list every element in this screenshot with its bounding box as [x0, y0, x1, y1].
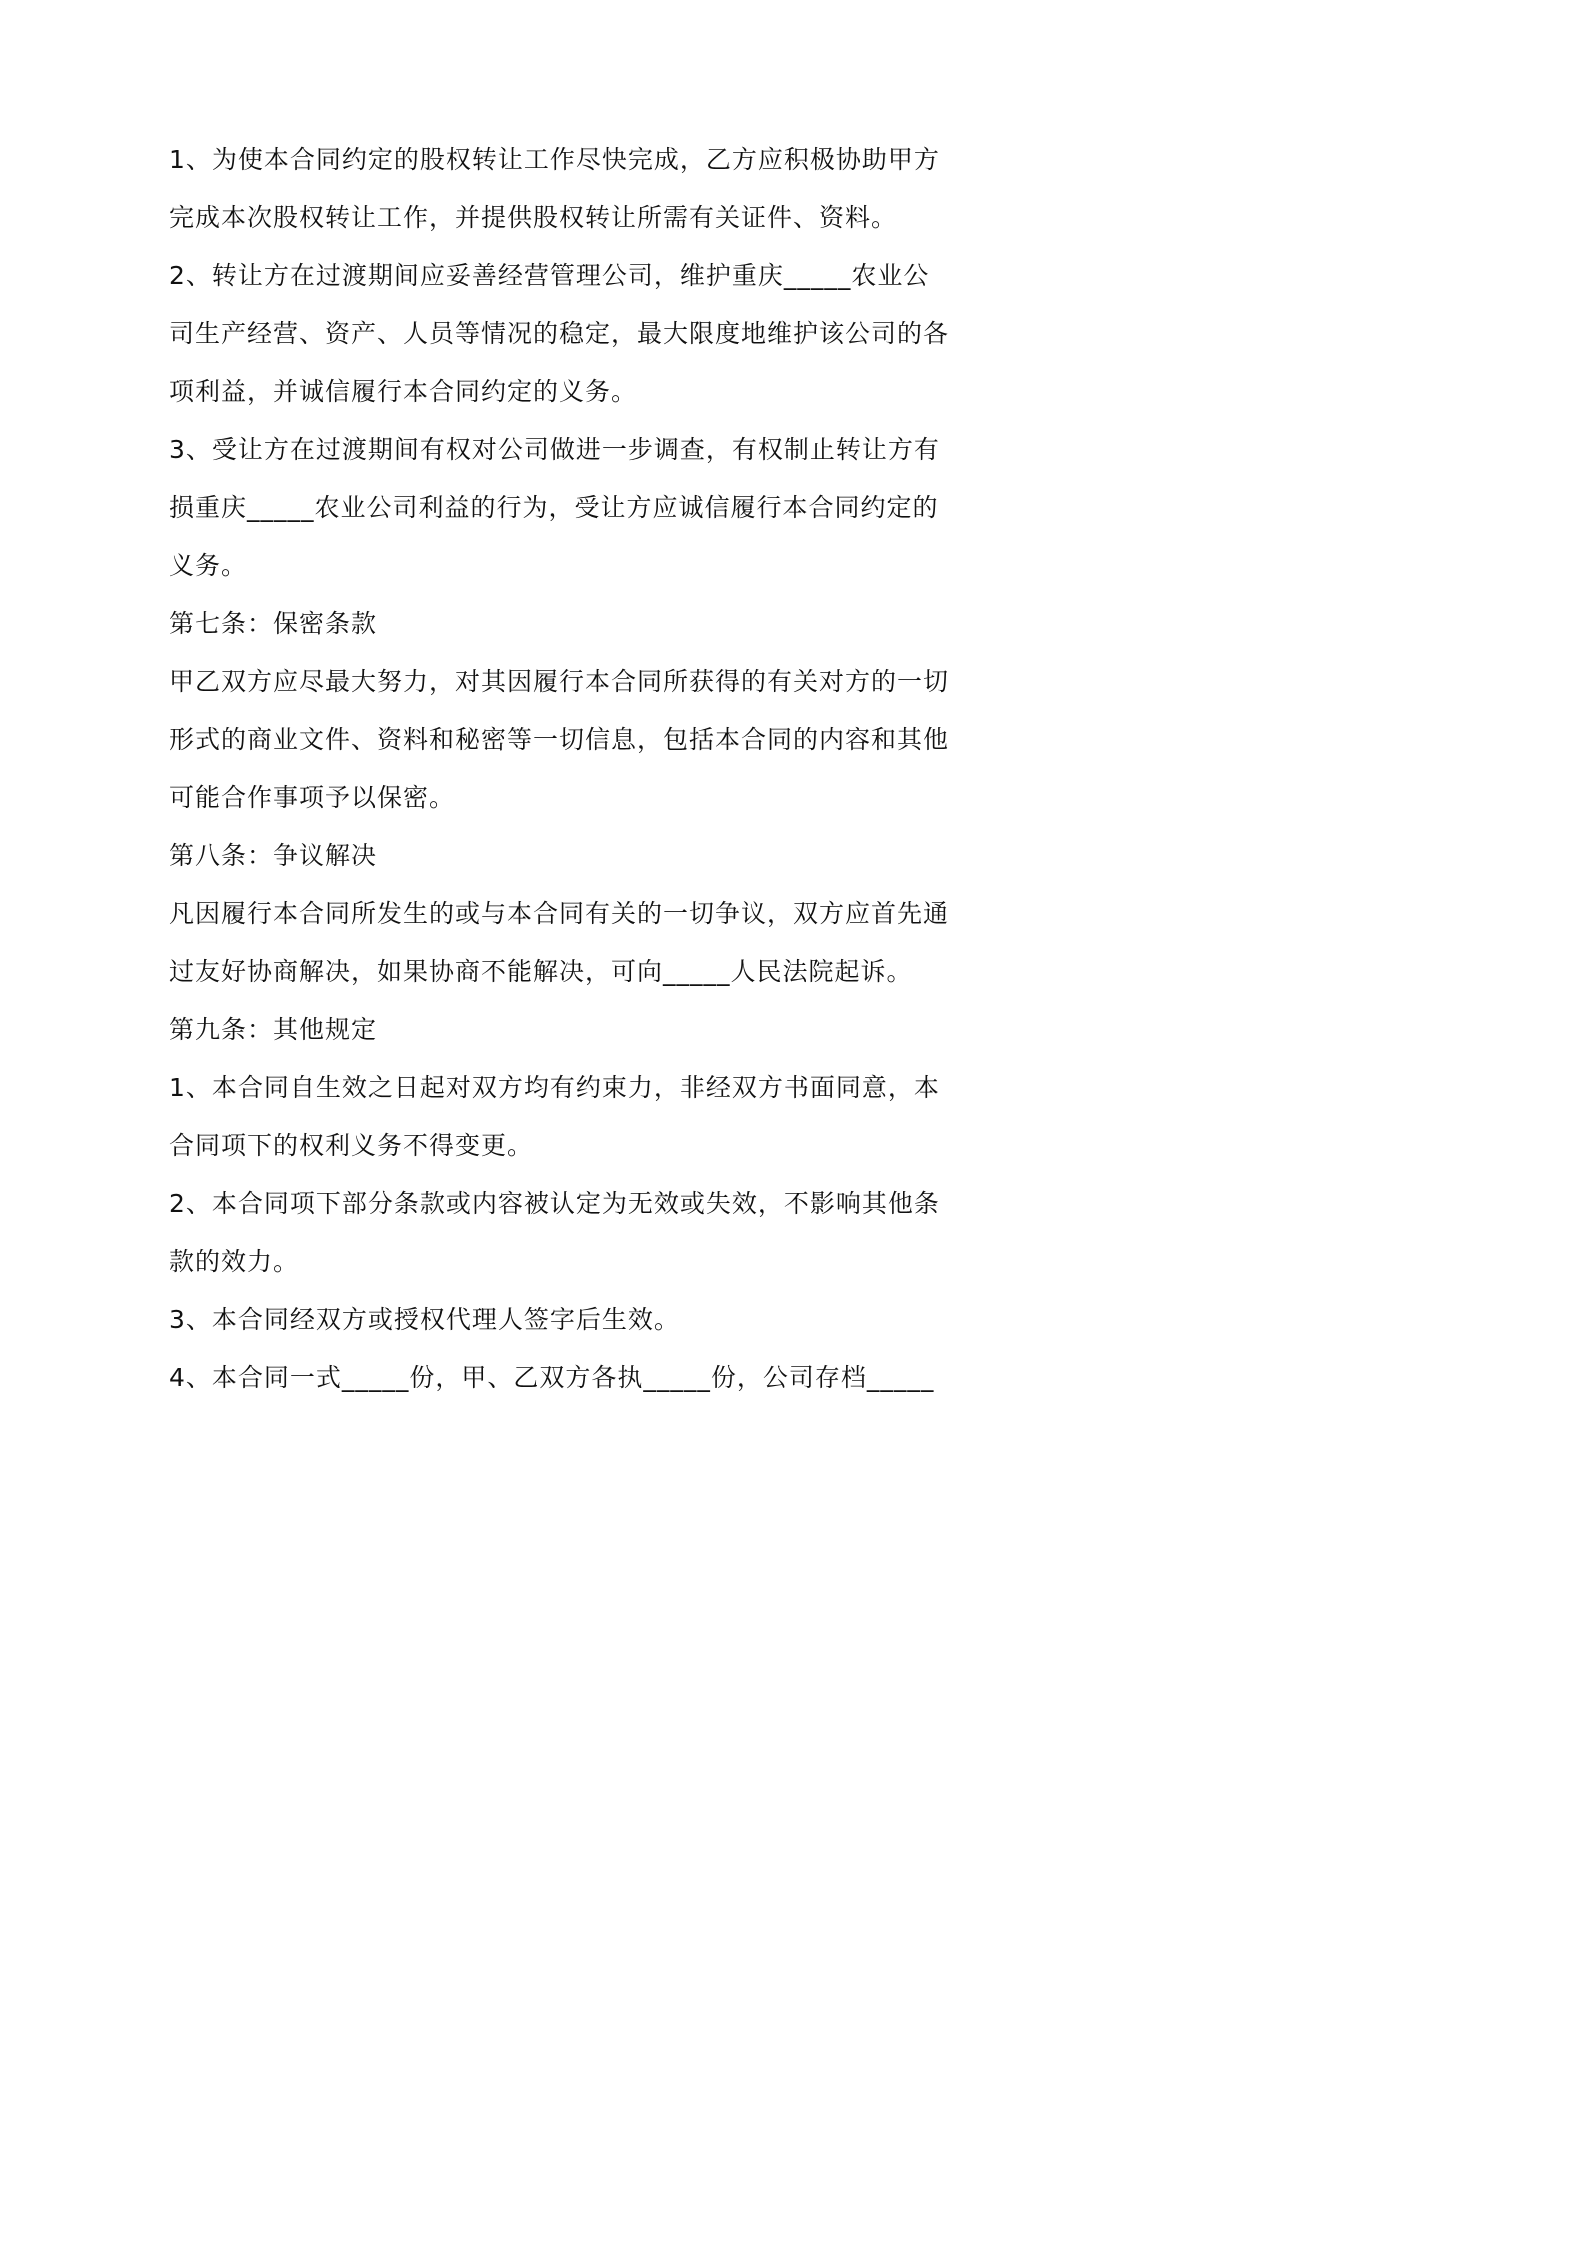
section-heading-article-7: 第七条：保密条款: [169, 609, 378, 638]
paragraph-line: 义务。: [169, 551, 248, 580]
paragraph-line: 凡因履行本合同所发生的或与本合同有关的一切争议，双方应首先通: [169, 899, 950, 928]
paragraph-line: 3、受让方在过渡期间有权对公司做进一步调查，有权制止转让方有: [169, 435, 940, 464]
paragraph-line: 过友好协商解决，如果协商不能解决，可向_____人民法院起诉。: [169, 957, 913, 986]
paragraph-line: 4、本合同一式_____份，甲、乙双方各执_____份，公司存档_____: [169, 1363, 935, 1392]
section-heading-article-9: 第九条：其他规定: [169, 1015, 378, 1044]
paragraph-line: 可能合作事项予以保密。: [169, 783, 456, 812]
paragraph-line: 项利益，并诚信履行本合同约定的义务。: [169, 377, 638, 406]
paragraph-line: 损重庆_____农业公司利益的行为，受让方应诚信履行本合同约定的: [169, 493, 939, 522]
section-heading-article-8: 第八条：争议解决: [169, 841, 378, 870]
paragraph-line: 合同项下的权利义务不得变更。: [169, 1131, 534, 1160]
paragraph-line: 司生产经营、资产、人员等情况的稳定，最大限度地维护该公司的各: [169, 319, 950, 348]
paragraph-line: 款的效力。: [169, 1247, 300, 1276]
paragraph-line: 完成本次股权转让工作，并提供股权转让所需有关证件、资料。: [169, 203, 898, 232]
paragraph-line: 形式的商业文件、资料和秘密等一切信息，包括本合同的内容和其他: [169, 725, 950, 754]
paragraph-line: 1、本合同自生效之日起对双方均有约束力，非经双方书面同意，本: [169, 1073, 940, 1102]
paragraph-line: 1、为使本合同约定的股权转让工作尽快完成，乙方应积极协助甲方: [169, 145, 940, 174]
document-page: [0, 0, 1102, 1558]
paragraph-line: 2、本合同项下部分条款或内容被认定为无效或失效，不影响其他条: [169, 1189, 940, 1218]
paragraph-line: 3、本合同经双方或授权代理人签字后生效。: [169, 1305, 680, 1334]
paragraph-line: 2、转让方在过渡期间应妥善经营管理公司，维护重庆_____农业公: [169, 261, 930, 290]
paragraph-line: 甲乙双方应尽最大努力，对其因履行本合同所获得的有关对方的一切: [169, 667, 950, 696]
